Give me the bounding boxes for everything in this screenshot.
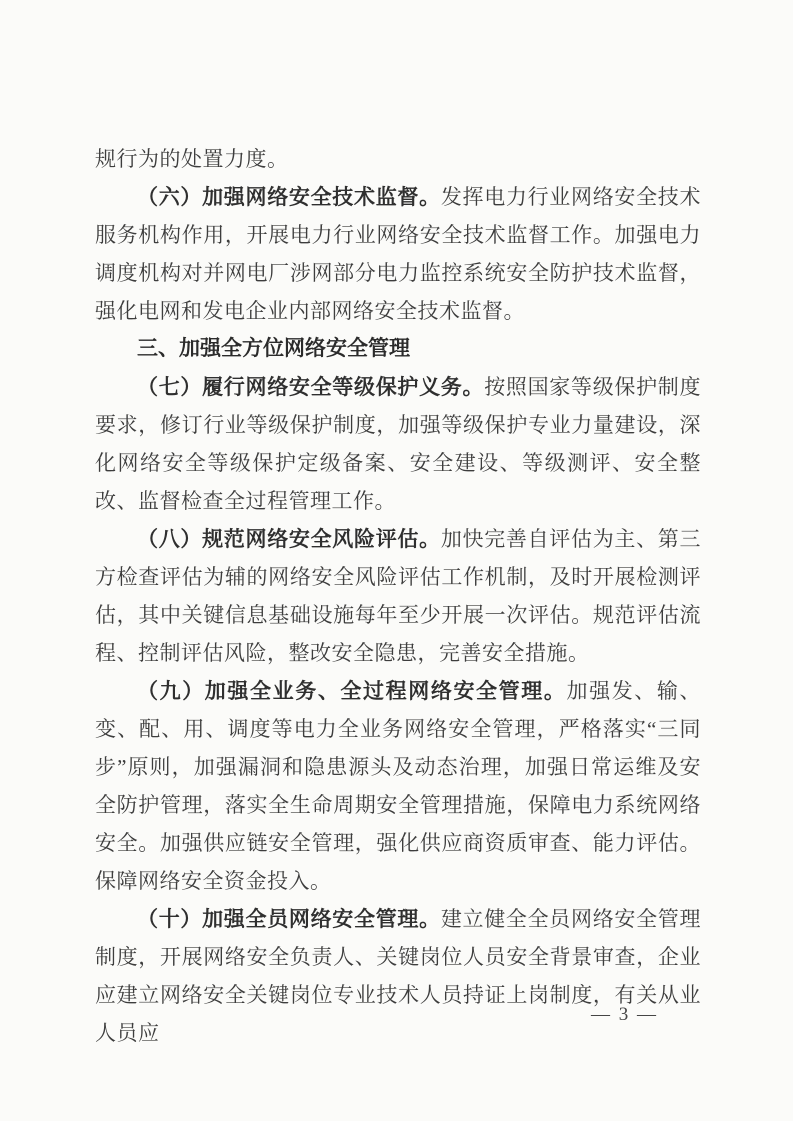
paragraph-lead: （十）加强全员网络安全管理。 <box>137 907 441 931</box>
paragraph-text: 按照国家等级保护制度要求，修订行业等级保护制度，加强等级保护专业力量建设，深化网络安全等级保护定级备案、安全建设、等级测评、安全整改、监督检查全过程管理工作。 <box>95 375 702 513</box>
paragraph <box>95 672 701 900</box>
paragraph <box>95 368 701 520</box>
section-heading: 三、加强全方位网络安全管理 <box>137 337 410 360</box>
page-number: — 3 — <box>591 1004 658 1025</box>
paragraph-text: 加强发、输、变、配、用、调度等电力全业务网络安全管理，严格落实“三同步”原则，加强漏洞和隐患源头及动态治理，加强日常运维及安全防护管理，落实全生命周期安全管理措施，保障电力系统网络安全。加强供应链安全管理，强化供应商资质审查、能力评估。保障网络安全资金投入。 <box>95 679 702 893</box>
paragraph <box>95 520 701 672</box>
paragraph <box>95 900 701 1052</box>
paragraph-continuation <box>95 140 701 178</box>
document-content <box>95 140 701 1052</box>
paragraph-text: 规行为的处置力度。 <box>95 147 289 171</box>
paragraph-text: 建立健全全员网络安全管理制度，开展网络安全负责人、关键岗位人员安全背景审查，企业应建立网络安全关键岗位专业技术人员持证上岗制度，有关从业人员应 <box>95 907 702 1045</box>
paragraph-lead: （八）规范网络安全风险评估。 <box>137 527 441 551</box>
paragraph-text: 加快完善自评估为主、第三方检查评估为辅的网络安全风险评估工作机制，及时开展检测评估，其中关键信息基础设施每年至少开展一次评估。规范评估流程、控制评估风险，整改安全隐患，完善安全措施。 <box>95 527 702 665</box>
paragraph-lead: （六）加强网络安全技术监督。 <box>137 185 441 209</box>
paragraph-lead: （九）加强全业务、全过程网络安全管理。 <box>137 679 567 703</box>
paragraph-text: 发挥电力行业网络安全技术服务机构作用，开展电力行业网络安全技术监督工作。加强电力调度机构对并网电厂涉网部分电力监控系统安全防护技术监督，强化电网和发电企业内部网络安全技术监督。 <box>95 185 702 323</box>
paragraph <box>95 178 701 330</box>
paragraph-lead: （七）履行网络安全等级保护义务。 <box>137 375 485 399</box>
